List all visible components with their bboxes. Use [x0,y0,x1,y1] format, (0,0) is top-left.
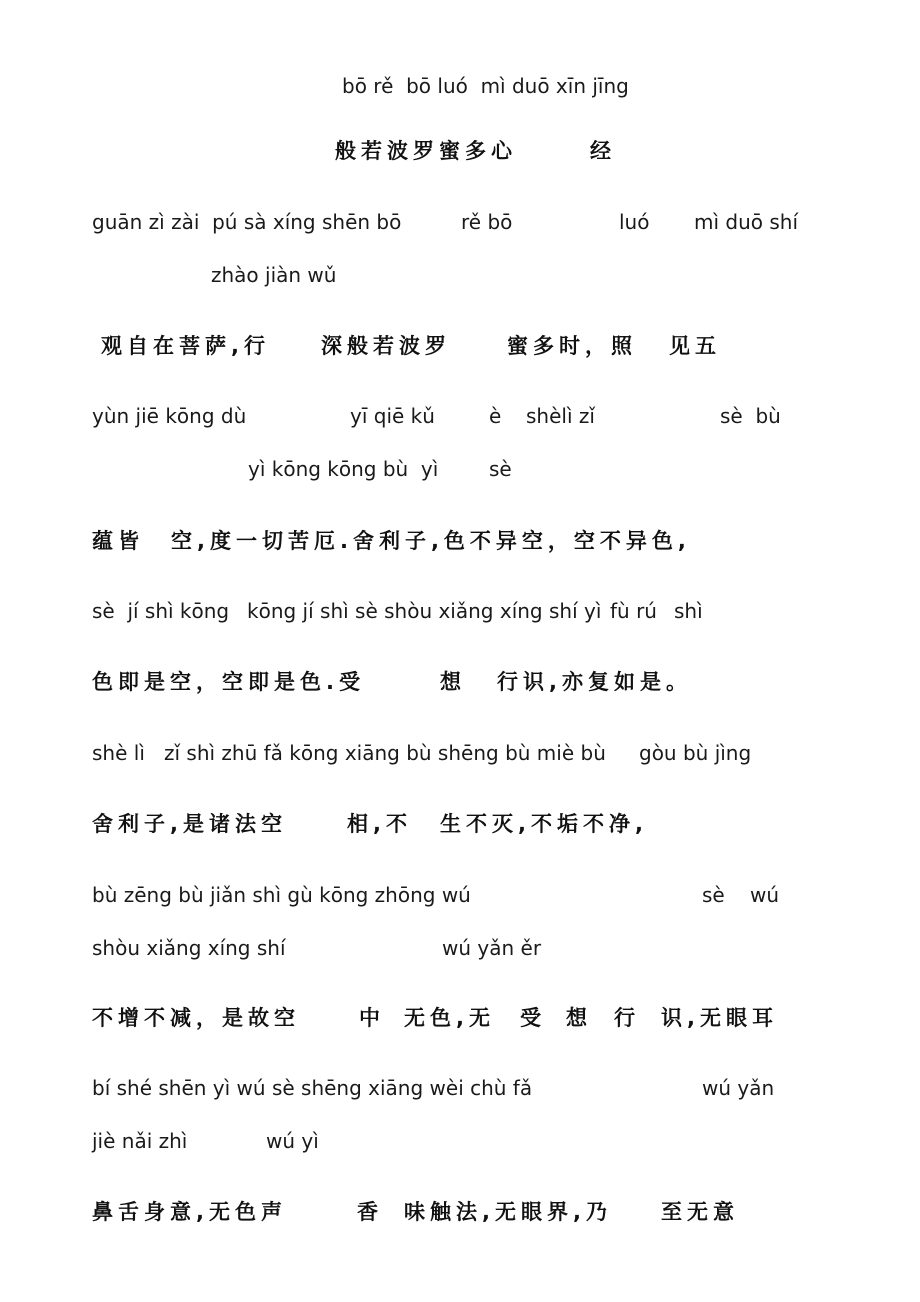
hanzi-line: 识,无眼耳 [661,1006,778,1030]
hanzi-line: 见五 [669,334,721,358]
hanzi-line: 行识,亦复如是。 [497,670,692,694]
hanzi-line: 蜜多时，照 [507,334,637,358]
pinyin-line: zǐ shì zhū fǎ kōng xiāng bù shēng bù miè bù [164,741,606,765]
title-pinyin: bō rě bō luó mì duō xīn jīng [342,74,629,98]
pinyin-line: shòu xiǎng xíng shí [92,936,286,960]
hanzi-line: 想 [440,670,466,694]
hanzi-line: 生不灭,不垢不净, [440,812,648,836]
hanzi-line: 舍利子,是诸法空 [92,812,287,836]
hanzi-line: 无色,无 [404,1006,495,1030]
pinyin-line: fù rú [610,599,657,623]
hanzi-line: 香 [357,1200,383,1224]
pinyin-line: zhào jiàn wǔ [211,263,337,287]
hanzi-line: 深般若波罗 [321,334,451,358]
pinyin-line: wú [750,883,780,907]
hanzi-line: 行 [614,1006,640,1030]
pinyin-line: mì duō shí [694,210,799,234]
hanzi-line: 中 [359,1006,385,1030]
pinyin-line: shì [674,599,703,623]
pinyin-line: wú yì [266,1129,319,1153]
title-hanzi-jing: 经 [590,139,616,163]
pinyin-line: rě bō [461,210,513,234]
pinyin-line: yùn jiē kōng dù [92,404,247,428]
hanzi-line: 鼻舌身意,无色声 [92,1200,287,1224]
pinyin-line: luó [619,210,650,234]
pinyin-line: yī qiē kǔ [350,404,435,428]
hanzi-line: 空,度一切苦厄.舍利子,色不异空，空不异色, [171,529,691,553]
pinyin-line: gòu bù jìng [639,741,752,765]
pinyin-line: guān zì zài pú sà xíng shēn bō [92,210,402,234]
pinyin-line: jiè nǎi zhì [92,1129,188,1153]
pinyin-line: sè [702,883,725,907]
pinyin-line: shèlì zǐ [526,404,595,428]
pinyin-line: bí shé shēn yì wú sè shēng xiāng wèi chù fǎ [92,1076,533,1100]
hanzi-line: 想 [566,1006,592,1030]
pinyin-line: wú yǎn [702,1076,775,1100]
hanzi-line: 相,不 [347,812,412,836]
hanzi-line: 不增不减，是故空 [92,1006,300,1030]
hanzi-line: 观自在菩萨,行 [101,334,270,358]
pinyin-line: sè jí shì kōng [92,599,230,623]
pinyin-line: sè [489,457,512,481]
pinyin-line: kōng jí shì sè shòu xiǎng xíng shí yì [247,599,602,623]
hanzi-line: 味触法,无眼界,乃 [404,1200,612,1224]
pinyin-line: shè lì [92,741,145,765]
pinyin-line: wú yǎn ěr [442,936,542,960]
hanzi-line: 至无意 [661,1200,739,1224]
hanzi-line: 色即是空，空即是色.受 [92,670,365,694]
pinyin-line: è [489,404,502,428]
hanzi-line: 受 [520,1006,546,1030]
title-hanzi: 般若波罗蜜多心 [335,139,517,163]
hanzi-line: 蕴皆 [92,529,144,553]
pinyin-line: yì kōng kōng bù yì [248,457,439,481]
pinyin-line: bù zēng bù jiǎn shì gù kōng zhōng wú [92,883,471,907]
pinyin-line: sè bù [720,404,781,428]
